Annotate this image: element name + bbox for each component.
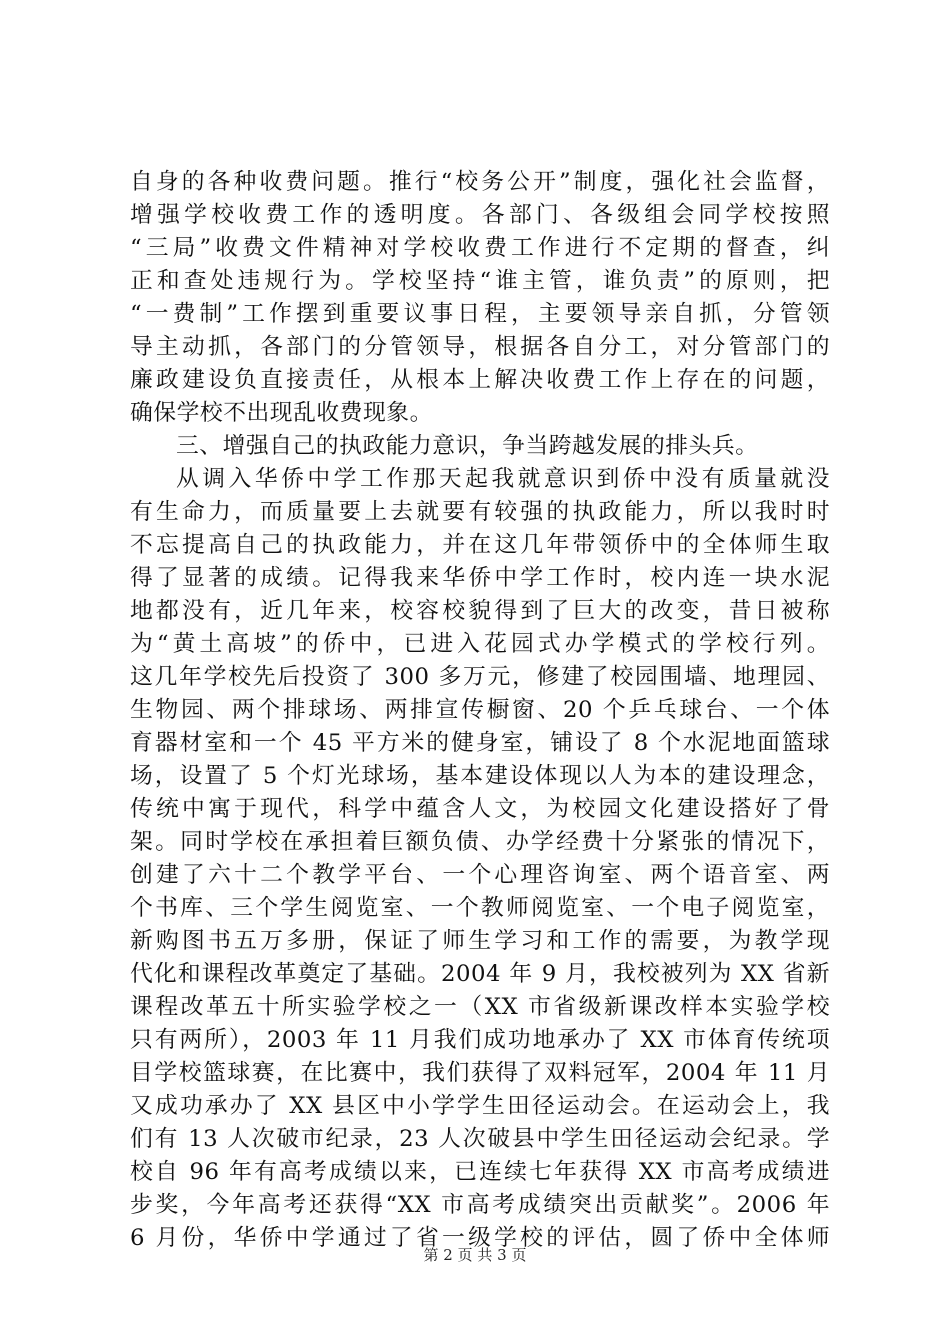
text-line: 步奖，今年高考还获得“XX 市高考成绩突出贡献奖”。2006 年 xyxy=(130,1192,830,1218)
text-line: “一费制”工作摆到重要议事日程，主要领导亲自抓，分管领 xyxy=(130,301,830,327)
text-line: 生物园、两个排球场、两排宣传橱窗、20 个乒乓球台、一个体 xyxy=(130,697,830,723)
text-line: 不忘提高自己的执政能力，并在这几年带领侨中的全体师生取 xyxy=(130,532,830,558)
text-line: 地都没有，近几年来，校容校貌得到了巨大的改变，昔日被称 xyxy=(130,598,830,624)
text-line: 传统中寓于现代，科学中蕴含人文，为校园文化建设搭好了骨 xyxy=(130,796,830,822)
text-line: 架。同时学校在承担着巨额负债、办学经费十分紧张的情况下， xyxy=(130,829,830,855)
text-line: “三局”收费文件精神对学校收费工作进行不定期的督查，纠 xyxy=(130,235,830,261)
text-line: 这几年学校先后投资了 300 多万元，修建了校园围墙、地理园、 xyxy=(130,664,830,690)
text-line: 创建了六十二个教学平台、一个心理咨询室、两个语音室、两 xyxy=(130,862,830,888)
text-line: 正和查处违规行为。学校坚持“谁主管，谁负责”的原则，把 xyxy=(130,268,830,294)
text-line: 确保学校不出现乱收费现象。 xyxy=(130,400,433,426)
text-line: 导主动抓，各部门的分管领导，根据各自分工，对分管部门的 xyxy=(130,334,830,360)
text-line: 为“黄土高坡”的侨中，已进入花园式办学模式的学校行列。 xyxy=(130,631,830,657)
text-line: 课程改革五十所实验学校之一（XX 市省级新课改样本实验学校 xyxy=(130,994,830,1020)
text-line: 个书库、三个学生阅览室、一个教师阅览室、一个电子阅览室， xyxy=(130,895,830,921)
text-line: 校自 96 年有高考成绩以来，已连续七年获得 XX 市高考成绩进 xyxy=(130,1159,830,1185)
text-line: 有生命力，而质量要上去就要有较强的执政能力，所以我时时 xyxy=(130,499,830,525)
text-line: 6 月份，华侨中学通过了省一级学校的评估，圆了侨中全体师 xyxy=(130,1225,830,1251)
text-line: 得了显著的成绩。记得我来华侨中学工作时，校内连一块水泥 xyxy=(130,565,830,591)
text-line: 从调入华侨中学工作那天起我就意识到侨中没有质量就没 xyxy=(176,466,830,492)
text-line: 场，设置了 5 个灯光球场，基本建设体现以人为本的建设理念， xyxy=(130,763,830,789)
text-line: 新购图书五万多册，保证了师生学习和工作的需要，为教学现 xyxy=(130,928,830,954)
text-line: 廉政建设负直接责任，从根本上解决收费工作上存在的问题， xyxy=(130,367,830,393)
document-body xyxy=(130,166,830,1255)
text-line: 增强学校收费工作的透明度。各部门、各级组会同学校按照 xyxy=(130,202,830,228)
text-line: 只有两所），2003 年 11 月我们成功地承办了 XX 市体育传统项 xyxy=(130,1027,830,1053)
text-line: 目学校篮球赛，在比赛中，我们获得了双料冠军，2004 年 11 月 xyxy=(130,1060,830,1086)
text-line: 自身的各种收费问题。推行“校务公开”制度，强化社会监督， xyxy=(130,169,830,195)
text-line: 们有 13 人次破市纪录，23 人次破县中学生田径运动会纪录。学 xyxy=(130,1126,830,1152)
page-number-footer: 第 2 页 共 3 页 xyxy=(423,1246,527,1264)
text-line: 育器材室和一个 45 平方米的健身室，铺设了 8 个水泥地面篮球 xyxy=(130,730,830,756)
text-line: 又成功承办了 XX 县区中小学学生田径运动会。在运动会上，我 xyxy=(130,1093,830,1119)
section-heading: 三、增强自己的执政能力意识，争当跨越发展的排头兵。 xyxy=(176,433,759,459)
text-line: 代化和课程改革奠定了基础。2004 年 9 月，我校被列为 XX 省新 xyxy=(130,961,830,987)
